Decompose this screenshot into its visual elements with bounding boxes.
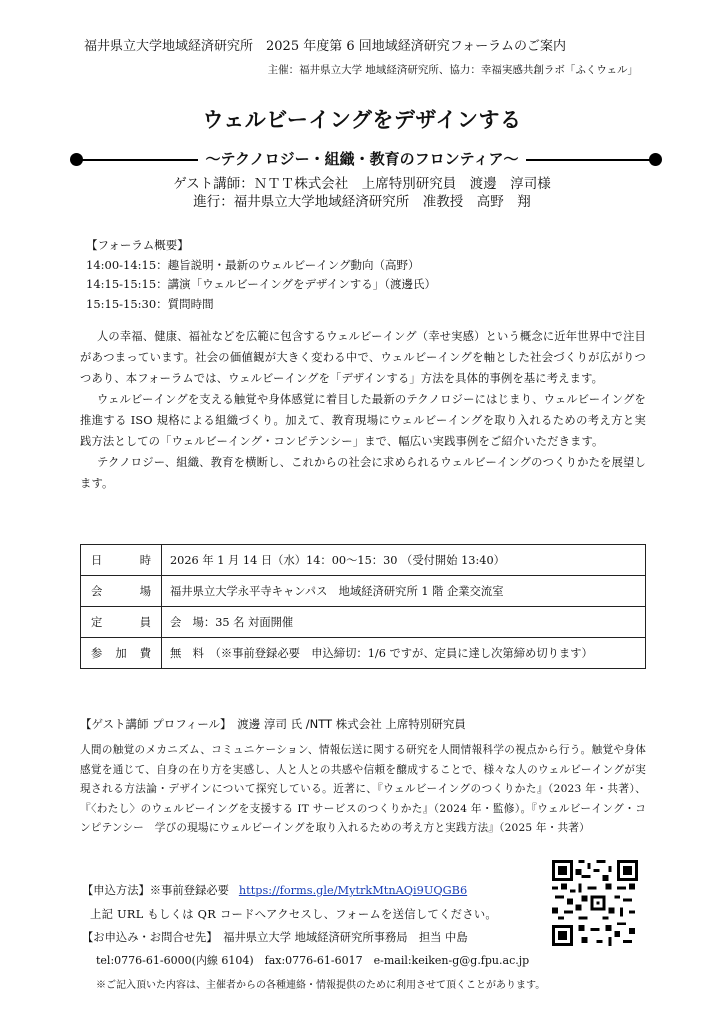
row-value-venue: 福井県立大学永平寺キャンパス 地域経済研究所 1 階 企業交流室: [162, 576, 646, 607]
privacy-footnote: ※ご記入頂いた内容は、主催者からの各種連絡・情報提供のために利用させて頂くことがあります。: [96, 980, 546, 991]
row-value-date: 2026 年 1 月 14 日（水）14：00〜15：30 （受付開始 13:40）: [162, 545, 646, 576]
application-url-link[interactable]: https://forms.gle/MytrkMtnAQi9UQGB6: [238, 884, 468, 897]
application-note: 上記 URL もしくは QR コードへアクセスし、フォームを送信してください。: [90, 908, 498, 921]
qr-code-icon[interactable]: [552, 860, 638, 946]
contact-detail: tel:0776-61-6000(内線 6104) fax:0776-61-6017 e-mail:keiken-g@g.fpu.ac.jp: [96, 954, 530, 967]
intro-paragraph: 人の幸福、健康、福祉などを広範に包含するウェルビーイング（幸せ実感）という概念に近年世界中で注目があつまっています。社会の価値観が大きく変わる中で、ウェルビーイングを軸とした社会づくりが広がりつつあり、本フォーラムでは、ウェルビーイングを「デザインする」方法を具体的事例を基に考えます。: [80, 330, 646, 385]
row-value-capacity: 会 場：35 名 対面開催: [162, 607, 646, 638]
guest-speaker-line: ゲスト講師：ＮＴＴ株式会社 上席特別研究員 渡邊 淳司様: [173, 176, 551, 192]
row-label-capacity: 定 員: [81, 607, 162, 638]
profile-heading: 【ゲスト講師 プロフィール】 渡邊 淳司 氏 /NTT 株式会社 上席特別研究員: [80, 717, 466, 731]
event-details-table: [80, 544, 646, 669]
row-value-fee: 無 料 （※事前登録必要 申込締切：1/6 ですが、定員に達し次第締め切ります）: [162, 638, 646, 669]
application-label: 【申込方法】※事前登録必要: [82, 884, 229, 897]
profile-body: 人間の触覚のメカニズム、コミュニケーション、情報伝送に関する研究を人間情報科学の視点から行う。触覚や身体感覚を通じて、自身の在り方を実感し、人と人との共感や信頼を醸成することで、様々な人のウェルビーイングが実現される方法論・デザインについて探究している。近著に、『ウェルビーイングのつくりかた』（2023 年・共著）、『〈わたし〉のウェルビーイングを支援する IT サービスのつくりかた』（2024 年・監修）。『ウェルビーイング・コンピテンシー 学びの現場にウェルビーイングを取り入れるための考え方と実践方法』（2025 年・共著）: [80, 744, 646, 834]
overview-item: 14:00-14:15：趣旨説明・最新のウェルビーイング動向（高野）: [86, 257, 420, 272]
table-row: [81, 576, 646, 607]
moderator-line: 進行：福井県立大学地域経済研究所 准教授 高野 翔: [193, 194, 531, 210]
table-row: [81, 638, 646, 669]
application-line: [82, 882, 467, 898]
table-row: [81, 607, 646, 638]
subtitle: 〜テクノロジー・組織・教育のフロンティア〜: [0, 148, 724, 169]
intro-paragraph: テクノロジー、組織、教育を横断し、これからの社会に求められるウェルビーイングのつくりかたを展望します。: [80, 456, 646, 490]
row-label-venue: 会 場: [81, 576, 162, 607]
intro-text: [80, 326, 646, 494]
overview-item: 15:15-15:30：質問時間: [86, 296, 214, 311]
intro-paragraph: ウェルビーイングを支える触覚や身体感覚に着目した最新のテクノロジーにはじまり、ウェルビーイングを推進する ISO 規格による組織づくり。加えて、教育現場にウェルビーイングを取り入れるための考え方と実践方法としての「ウェルビーイング・コンピテンシー」まで、幅広い実践事例をご紹介いただきます。: [80, 393, 646, 448]
contact-heading: 【お申込み・お問合せ先】 福井県立大学 地域経済研究所事務局 担当 中島: [82, 931, 468, 944]
header-line: 福井県立大学地域経済研究所 2025 年度第 6 回地域経済研究フォーラムのご案内: [84, 39, 566, 54]
row-label-date: 日 時: [81, 545, 162, 576]
forum-overview: [86, 236, 436, 314]
row-label-fee: 参加費: [81, 638, 162, 669]
organizer-line: 主催：福井県立大学 地域経済研究所、協力：幸福実感共創ラボ「ふくウェル」: [267, 64, 638, 76]
main-title: ウェルビーイングをデザインする: [202, 108, 522, 132]
overview-item: 14:15-15:15：講演「ウェルビーイングをデザインする」（渡邊氏）: [86, 277, 436, 291]
table-row: [81, 545, 646, 576]
overview-heading: 【フォーラム概要】: [86, 238, 189, 252]
